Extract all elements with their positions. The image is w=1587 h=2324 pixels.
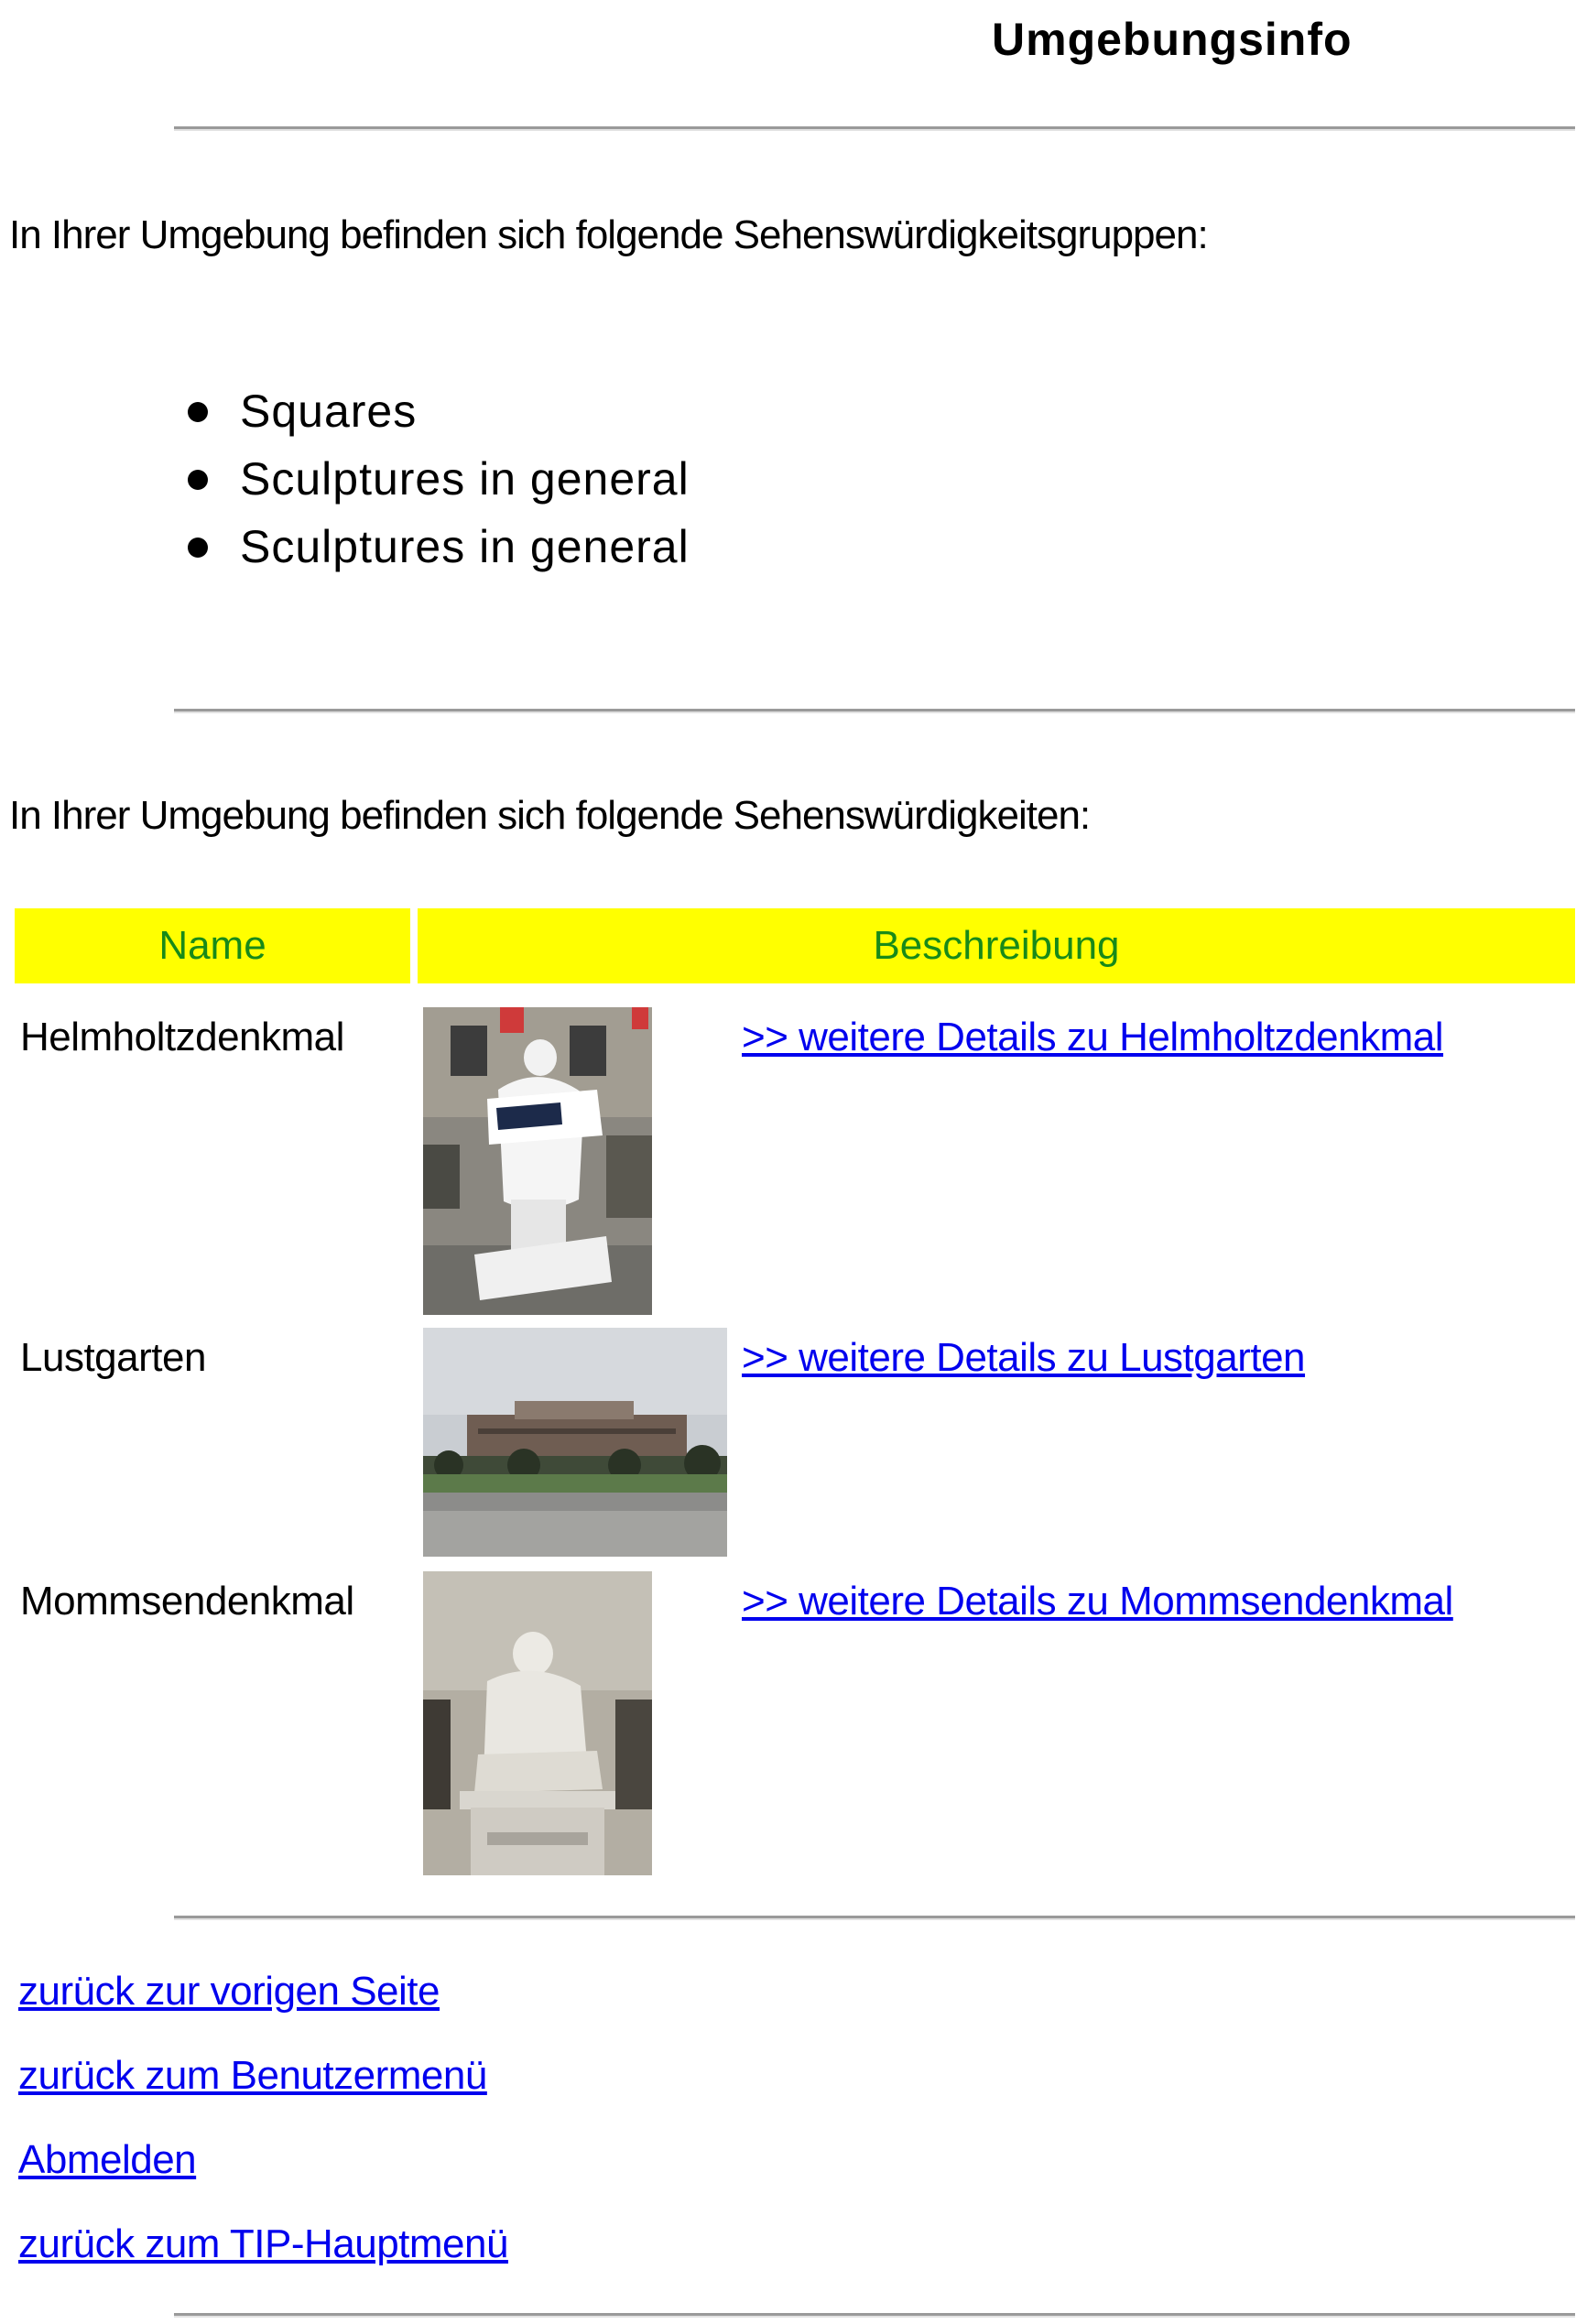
divider — [174, 1916, 1575, 1920]
sight-name-mommsendenkmal: Mommsendenkmal — [20, 1579, 354, 1624]
mommsen-statue-photo — [423, 1571, 652, 1875]
column-header-description: Beschreibung — [418, 908, 1575, 983]
sight-name-lustgarten: Lustgarten — [20, 1335, 206, 1380]
list-item — [183, 377, 690, 445]
back-to-user-menu-link[interactable]: zurück zum Benutzermenü — [18, 2053, 487, 2098]
page-title: Umgebungsinfo — [992, 14, 1353, 65]
lustgarten-photo — [423, 1328, 727, 1557]
divider — [174, 2313, 1575, 2318]
back-to-tip-main-menu-link[interactable]: zurück zum TIP-Hauptmenü — [18, 2221, 508, 2266]
sights-intro: In Ihrer Umgebung befinden sich folgende Sehenswürdigkeiten: — [9, 793, 1091, 838]
details-link-mommsendenkmal[interactable]: >> weitere Details zu Mommsendenkmal — [742, 1579, 1453, 1624]
bullet-icon — [188, 470, 208, 490]
bullet-icon — [188, 402, 208, 422]
sight-groups-list — [183, 377, 690, 581]
group-label: Sculptures in general — [240, 521, 690, 572]
group-label: Squares — [240, 386, 418, 437]
back-to-previous-page-link[interactable]: zurück zur vorigen Seite — [18, 1969, 440, 2014]
divider — [174, 709, 1575, 713]
list-item — [183, 445, 690, 513]
divider — [174, 126, 1575, 131]
groups-intro: In Ihrer Umgebung befinden sich folgende Sehenswürdigkeitsgruppen: — [9, 212, 1208, 257]
bullet-icon — [188, 538, 208, 558]
group-label: Sculptures in general — [240, 453, 690, 505]
logout-link[interactable]: Abmelden — [18, 2137, 197, 2182]
details-link-lustgarten[interactable]: >> weitere Details zu Lustgarten — [742, 1335, 1306, 1380]
details-link-helmholtzdenkmal[interactable]: >> weitere Details zu Helmholtzdenkmal — [742, 1015, 1444, 1059]
column-header-name: Name — [15, 908, 410, 983]
list-item — [183, 513, 690, 581]
sight-name-helmholtzdenkmal: Helmholtzdenkmal — [20, 1015, 344, 1059]
helmholtz-statue-photo — [423, 1007, 652, 1315]
